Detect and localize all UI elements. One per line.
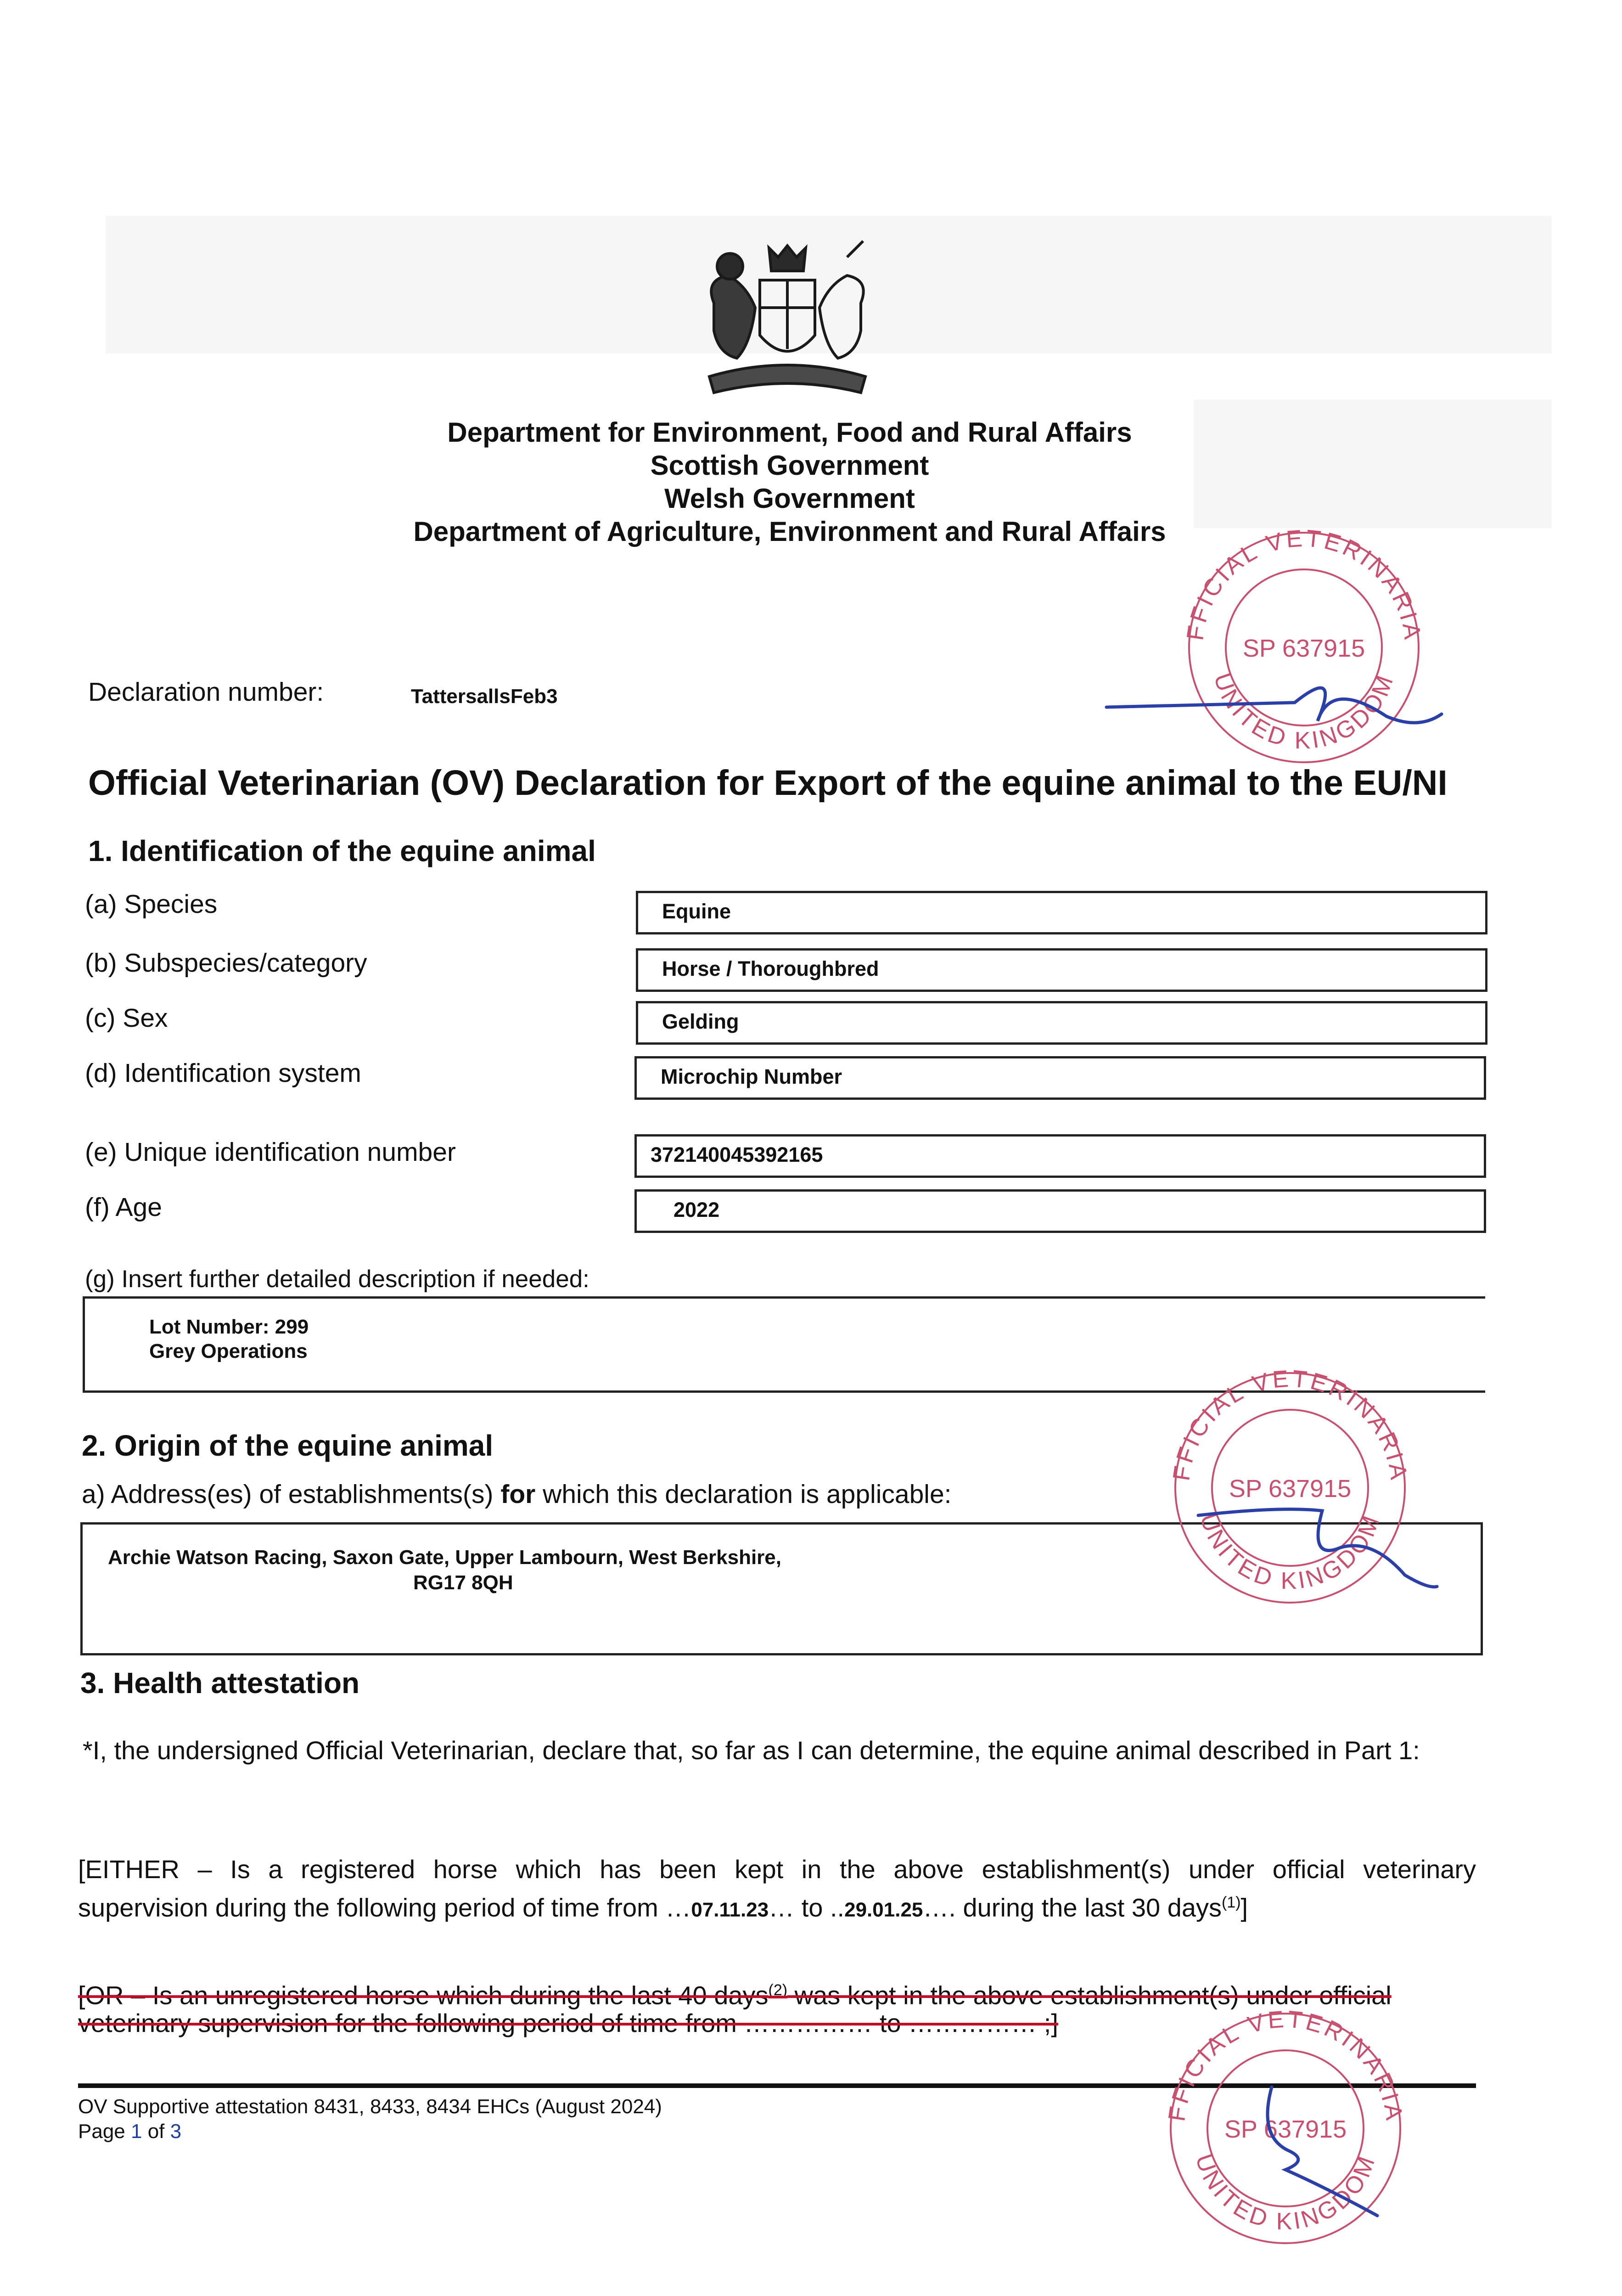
or-line-2-struck: veterinary supervision for the following period of time from …………… to …………… ;]: [78, 2009, 1058, 2037]
either-footnote-ref: (1): [1221, 1894, 1241, 1911]
department-welsh-government: Welsh Government: [664, 483, 915, 514]
stamp-number: SP 637915: [1229, 1475, 1352, 1503]
identification-system-field: Microchip Number: [634, 1056, 1486, 1100]
sex-label: (c) Sex: [85, 1003, 168, 1033]
official-stamp: [1157, 2000, 1414, 2257]
stamp-top-text: FFICIAL VETERINARIA: [1163, 2006, 1408, 2125]
subspecies-label: (b) Subspecies/category: [85, 948, 367, 978]
department-defra: Department for Environment, Food and Rural Affairs: [447, 417, 1132, 448]
either-from-date: 07.11.23: [691, 1898, 769, 1921]
stamp-number: SP 637915: [1224, 2116, 1347, 2143]
description-line: Grey Operations: [149, 1340, 308, 1362]
either-line-1: [EITHER – Is a registered horse which has been kept in the above establishment(s) under official veterinary: [78, 1855, 1476, 1884]
department-daera: Department of Agriculture, Environment and Rural Affairs: [413, 516, 1166, 547]
section1-heading: 1. Identification of the equine animal: [88, 834, 596, 867]
declaration-number-value: TattersallsFeb3: [411, 685, 558, 708]
stamp-bottom-text: UNITED KINGDOM: [1195, 1510, 1386, 1594]
either-to-date: 29.01.25: [844, 1898, 923, 1921]
royal-coat-of-arms-emblem: [686, 239, 888, 404]
department-scottish-government: Scottish Government: [650, 450, 929, 481]
section3-heading: 3. Health attestation: [80, 1666, 360, 1699]
footer-page-number: [78, 2119, 181, 2144]
either-line-2: [78, 1886, 1248, 1927]
either-period-pre: supervision during the following period of time from …: [78, 1893, 691, 1922]
address-label-pre: a) Address(es) of establishments(s): [82, 1480, 501, 1509]
page-total: 3: [170, 2120, 182, 2143]
sex-field: Gelding: [636, 1001, 1487, 1045]
page-current: 1: [130, 2120, 142, 2143]
page-title: Official Veterinarian (OV) Declaration for Export of the equine animal to the EU/NI: [88, 763, 1448, 803]
stamp-number: SP 637915: [1242, 635, 1365, 662]
section2-heading: 2. Origin of the equine animal: [82, 1429, 494, 1462]
species-field: Equine: [636, 891, 1487, 934]
footer-attestation-line: OV Supportive attestation 8431, 8433, 8434 EHCs (August 2024): [78, 2095, 662, 2118]
address-line-2: RG17 8QH: [413, 1571, 513, 1594]
either-close-bracket: ]: [1240, 1893, 1248, 1922]
or-footnote-ref: (2): [768, 1981, 788, 1999]
or-line-1-pre: [OR – Is an unregistered horse which during the last 40 days: [78, 1981, 769, 2010]
either-period-post: …. during the last 30 days: [923, 1893, 1222, 1922]
lot-number-line: Lot Number: 299: [149, 1316, 309, 1338]
declaration-number-label: Declaration number:: [88, 677, 324, 707]
further-description-label: (g) Insert further detailed description if needed:: [85, 1266, 589, 1293]
subspecies-field: Horse / Thoroughbred: [636, 948, 1487, 992]
age-field: 2022: [634, 1189, 1486, 1233]
address-label-post: which this declaration is applicable:: [535, 1480, 952, 1509]
health-intro-text: *I, the undersigned Official Veterinarian, declare that, so far as I can determine, the equine animal described in Part 1:: [83, 1736, 1420, 1765]
signature-scribble: [1189, 1497, 1446, 1598]
official-stamp: [1162, 1359, 1419, 1616]
age-label: (f) Age: [85, 1193, 162, 1222]
address-label-for: for: [500, 1480, 536, 1509]
stamp-bottom-text: UNITED KINGDOM: [1190, 2150, 1381, 2235]
signature-scribble: [1102, 611, 1451, 748]
species-label: (a) Species: [85, 889, 218, 919]
unique-id-field: 372140045392165: [634, 1134, 1486, 1178]
svg-text:OFFICIAL VETERINARIAN: [1162, 1359, 1412, 1484]
or-line-1-post: was kept in the above establishment(s) under official: [787, 1981, 1392, 2010]
stamp-bottom-text: UNITED KINGDOM: [1208, 670, 1399, 754]
address-line-1: Archie Watson Racing, Saxon Gate, Upper Lambourn, West Berkshire,: [108, 1546, 781, 1569]
identification-system-label: (d) Identification system: [85, 1058, 361, 1088]
official-stamp: [1175, 519, 1432, 776]
unique-id-label: (e) Unique identification number: [85, 1137, 456, 1167]
stamp-top-text: FFICIAL VETERINARIA: [1182, 525, 1426, 644]
page-of: of: [142, 2120, 170, 2143]
stamp-top-text: FFICIAL VETERINARIA: [1168, 1365, 1413, 1484]
address-label: [82, 1479, 951, 1510]
signature-scribble: [1194, 2082, 1396, 2229]
page-prefix: Page: [78, 2120, 131, 2143]
either-period-mid: … to ..: [769, 1893, 845, 1922]
